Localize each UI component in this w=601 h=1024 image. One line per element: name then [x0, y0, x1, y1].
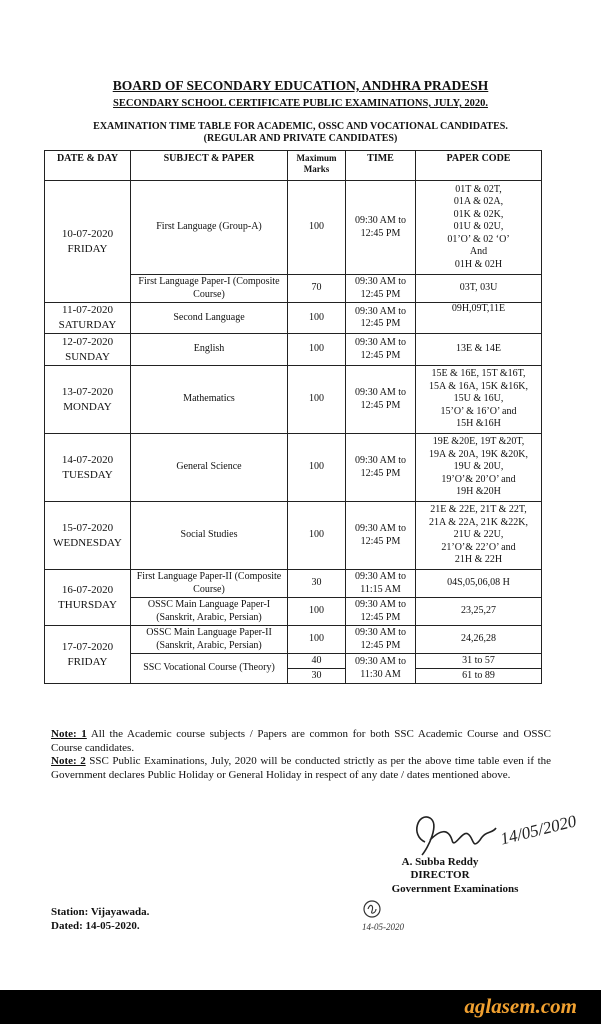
footer-bar: [0, 990, 601, 1024]
stamp-date: 14-05-2020: [362, 922, 404, 932]
time-cell: 09:30 AM to 12:45 PM: [346, 366, 416, 434]
col-header-time: TIME: [346, 151, 416, 181]
marks-cell: 100: [288, 598, 346, 626]
subject-cell: SSC Vocational Course (Theory): [131, 654, 288, 684]
time-cell: 09:30 AM to 12:45 PM: [346, 502, 416, 570]
subject-cell: Mathematics: [131, 366, 288, 434]
date-cell: 12-07-2020 SUNDAY: [45, 334, 131, 366]
subject-cell: Second Language: [131, 303, 288, 334]
table-row: [45, 626, 542, 654]
subject-cell: General Science: [131, 434, 288, 502]
director-office: Government Examinations: [391, 883, 519, 895]
board-title: BOARD OF SECONDARY EDUCATION, ANDHRA PRADESH: [112, 78, 489, 93]
time-cell: 09:30 AM to 11:15 AM: [346, 570, 416, 598]
dated-line: Dated: 14-05-2020.: [51, 920, 140, 932]
table-row: [45, 570, 542, 598]
marks-cell: 40: [288, 654, 346, 669]
code-cell: 09H,09T,11E: [416, 303, 542, 334]
brand-watermark[interactable]: aglasem.com: [464, 994, 577, 1018]
date-cell: 16-07-2020 THURSDAY: [45, 570, 131, 626]
exam-subtitle: SECONDARY SCHOOL CERTIFICATE PUBLIC EXAMINATIONS, JULY, 2020.: [113, 98, 488, 109]
code-cell: 15E & 16E, 15T &16T, 15A & 16A, 15K &16K, 15U & 16U, 15’O’ & 16’O’ and 15H &16H: [416, 366, 542, 434]
marks-cell: 30: [288, 669, 346, 684]
table-row: [45, 434, 542, 502]
marks-cell: 100: [288, 366, 346, 434]
date-cell: 11-07-2020 SATURDAY: [45, 303, 131, 334]
col-header-marks: Maximum Marks: [288, 151, 346, 181]
date-cell: 10-07-2020 FRIDAY: [45, 181, 131, 303]
station-block: [51, 905, 149, 933]
note-2: Note: 2 SSC Public Examinations, July, 2020 will be conducted strictly as per the above time table even if the Government declares Public Holiday or General Holiday in respect of any date / dates mentioned above.: [51, 755, 552, 781]
note-1: Note: 1 All the Academic course subjects / Papers are common for both SSC Academic Course and OSSC Course candidates.: [51, 728, 552, 754]
table-row: [45, 181, 542, 275]
subject-cell: Social Studies: [131, 502, 288, 570]
exam-timetable: [44, 150, 542, 684]
date-cell: 15-07-2020 WEDNESDAY: [45, 502, 131, 570]
subject-cell: OSSC Main Language Paper-I (Sanskrit, Arabic, Persian): [131, 598, 288, 626]
code-cell: 04S,05,06,08 H: [416, 570, 542, 598]
table-row: [45, 502, 542, 570]
time-cell: 09:30 AM to 12:45 PM: [346, 181, 416, 275]
subject-cell: English: [131, 334, 288, 366]
marks-cell: 100: [288, 181, 346, 275]
timetable-heading: EXAMINATION TIME TABLE FOR ACADEMIC, OSSC AND VOCATIONAL CANDIDATES.: [93, 121, 508, 132]
code-cell: 31 to 57: [416, 654, 542, 669]
col-header-date: DATE & DAY: [45, 151, 131, 181]
code-cell: 01T & 02T, 01A & 02A, 01K & 02K, 01U & 02U, 01’O’ & 02 ‘O’ And 01H & 02H: [416, 181, 542, 275]
time-cell: 09:30 AM to 12:45 PM: [346, 626, 416, 654]
code-cell: 61 to 89: [416, 669, 542, 684]
table-header-row: [45, 151, 542, 181]
time-cell: 09:30 AM to 12:45 PM: [346, 303, 416, 334]
timetable-subheading: (REGULAR AND PRIVATE CANDIDATES): [203, 133, 398, 144]
code-cell: 21E & 22E, 21T & 22T, 21A & 22A, 21K &22K, 21U & 22U, 21’O’& 22’O’ and 21H & 22H: [416, 502, 542, 570]
col-header-code: PAPER CODE: [416, 151, 542, 181]
subject-cell: First Language Paper-I (Composite Course): [131, 275, 288, 303]
marks-cell: 100: [288, 334, 346, 366]
marks-cell: 100: [288, 502, 346, 570]
time-cell: 09:30 AM to 11:30 AM: [346, 654, 416, 684]
subject-cell: First Language (Group-A): [131, 181, 288, 275]
code-cell: 23,25,27: [416, 598, 542, 626]
col-header-subject: SUBJECT & PAPER: [131, 151, 288, 181]
initials-stamp: [358, 897, 418, 935]
marks-cell: 100: [288, 434, 346, 502]
notes-section: [51, 728, 551, 782]
subject-cell: First Language Paper-II (Composite Course): [131, 570, 288, 598]
table-row: [45, 334, 542, 366]
time-cell: 09:30 AM to 12:45 PM: [346, 334, 416, 366]
time-cell: 09:30 AM to 12:45 PM: [346, 434, 416, 502]
date-cell: 17-07-2020 FRIDAY: [45, 626, 131, 684]
marks-cell: 100: [288, 303, 346, 334]
code-cell: 24,26,28: [416, 626, 542, 654]
code-cell: 13E & 14E: [416, 334, 542, 366]
director-title: DIRECTOR: [410, 869, 470, 881]
time-cell: 09:30 AM to 12:45 PM: [346, 275, 416, 303]
table-row: [45, 303, 542, 334]
marks-cell: 70: [288, 275, 346, 303]
code-cell: 19E &20E, 19T &20T, 19A & 20A, 19K &20K, 19U & 20U, 19’O’& 20’O’ and 19H &20H: [416, 434, 542, 502]
subject-cell: OSSC Main Language Paper-II (Sanskrit, Arabic, Persian): [131, 626, 288, 654]
date-cell: 13-07-2020 MONDAY: [45, 366, 131, 434]
table-row: [45, 366, 542, 434]
director-name: A. Subba Reddy: [401, 856, 479, 868]
station-line: Station: Vijayawada.: [51, 906, 150, 918]
date-cell: 14-07-2020 TUESDAY: [45, 434, 131, 502]
marks-cell: 100: [288, 626, 346, 654]
signature-date: 14/05/2020: [498, 811, 579, 849]
time-cell: 09:30 AM to 12:45 PM: [346, 598, 416, 626]
marks-cell: 30: [288, 570, 346, 598]
code-cell: 03T, 03U: [416, 275, 542, 303]
